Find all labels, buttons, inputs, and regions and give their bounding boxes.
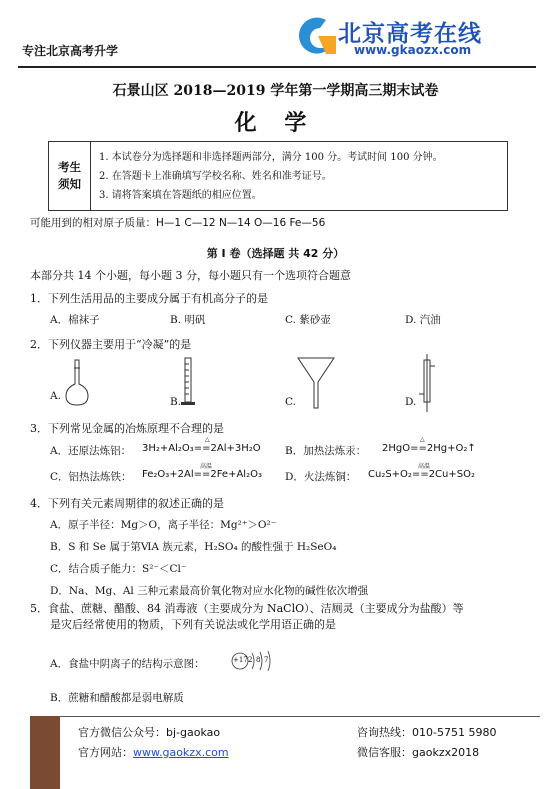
candidate-notice-box	[48, 141, 508, 211]
atomic-masses: 可能用到的相对原子质量：H—1 C—12 N—14 O—16 Fe—56	[30, 217, 326, 229]
volumetric-flask-icon	[62, 358, 92, 408]
shell-3-electrons: 7	[264, 656, 269, 664]
graduated-cylinder-icon	[180, 356, 196, 408]
q3-d-condition: 高温	[418, 463, 431, 470]
q2-option-b: B.	[170, 396, 182, 408]
question-5-stem: 5．食盐、蔗糖、醋酸、84 消毒液（主要成分为 NaClO）、洁厕灵（主要成分为盐酸）等	[30, 602, 464, 615]
notice-item: 2. 在答题卡上准确填写学校名称、姓名和准考证号。	[99, 171, 332, 182]
footer-site-label: 官方网站：	[78, 746, 133, 759]
q3-option-a-label: A．还原法炼铝：	[50, 445, 132, 457]
footer-accent-bar	[30, 716, 60, 789]
logo-mark-icon	[296, 14, 338, 60]
footer-divider	[30, 716, 540, 717]
q3-c-condition: 高温	[200, 463, 213, 470]
q3-option-b-equation: 2HgO==2Hg+O₂↑	[382, 443, 476, 454]
q5-option-b: B．蔗糖和醋酸都是弱电解质	[50, 692, 184, 704]
q3-option-c-label: C．铝热法炼铁：	[50, 471, 132, 483]
q3-a-condition: △	[205, 436, 210, 443]
q3-option-c-equation: Fe₂O₃+2Al==2Fe+Al₂O₃	[142, 469, 262, 480]
q1-option-d: D. 汽油	[405, 314, 441, 326]
q4-option-b: B．S 和 Se 属于第ⅥA 族元素，H₂SO₄ 的酸性强于 H₂SeO₄	[50, 541, 337, 553]
q2-option-c: C.	[285, 396, 296, 408]
question-3-stem: 3．下列常见金属的冶炼原理不合理的是	[30, 422, 224, 435]
nucleus-charge: +17	[233, 656, 248, 664]
shell-2-electrons: 8	[256, 656, 261, 664]
q3-option-d-equation: Cu₂S+O₂==2Cu+SO₂	[368, 469, 475, 480]
q2-option-d: D.	[405, 396, 417, 408]
condenser-icon	[418, 354, 436, 412]
q1-option-c: C. 紫砂壶	[285, 314, 331, 326]
q3-option-a-equation: 3H₂+Al₂O₃==2Al+3H₂O	[142, 443, 261, 454]
question-1-stem: 1．下列生活用品的主要成分属于有机高分子的是	[30, 292, 268, 305]
shell-1-electrons: 2	[248, 656, 253, 664]
logo-url: www.gkaozx.com	[354, 43, 472, 57]
footer-service: 微信客服：gaokzx2018	[357, 746, 480, 759]
q3-b-condition: △	[420, 436, 425, 443]
notice-label: 考生须知	[49, 142, 91, 210]
notice-item: 3. 请将答案填在答题纸的相应位置。	[99, 190, 262, 201]
header-divider	[18, 66, 536, 68]
subject-title: 化 学	[234, 110, 317, 136]
part1-intro: 本部分共 14 个小题，每小题 3 分，每小题只有一个选项符合题意	[30, 269, 351, 282]
q4-option-c: C．结合质子能力：S²⁻＜Cl⁻	[50, 563, 187, 575]
footer-wechat: 官方微信公众号：bj-gaokao	[78, 726, 221, 739]
notice-items	[99, 148, 443, 205]
q1-option-b: B. 明矾	[170, 314, 206, 326]
q2-option-a: A.	[50, 390, 61, 402]
footer-hotline: 咨询热线：010-5751 5980	[357, 726, 497, 739]
exam-title: 石景山区 2018—2019 学年第一学期高三期末试卷	[112, 83, 439, 99]
footer-site-link[interactable]: www.gaokzx.com	[133, 746, 229, 759]
question-2-stem: 2．下列仪器主要用于“冷凝”的是	[30, 338, 192, 351]
q4-option-a: A．原子半径：Mg＞O，离子半径：Mg²⁺＞O²⁻	[50, 519, 277, 531]
q3-option-b-label: B．加热法炼汞：	[285, 445, 367, 457]
part1-title: 第 I 卷（选择题 共 42 分）	[206, 247, 345, 260]
header-tagline: 专注北京高考升学	[22, 44, 119, 58]
footer-site	[78, 744, 229, 760]
q4-option-d: D．Na、Mg、Al 三种元素最高价氧化物对应水化物的碱性依次增强	[50, 585, 369, 597]
q5-option-a: A．食盐中阴离子的结构示意图：	[50, 658, 205, 670]
question-5-stem-cont: 是灾后经常使用的物质，下列有关说法或化学用语正确的是	[50, 618, 336, 631]
funnel-icon	[296, 356, 336, 410]
question-4-stem: 4．下列有关元素周期律的叙述正确的是	[30, 497, 224, 510]
chloride-ion-structure-diagram	[230, 650, 276, 672]
notice-item: 1. 本试卷分为选择题和非选择题两部分，满分 100 分。考试时间 100 分钟。	[99, 152, 443, 163]
logo-name: 北京高考在线	[338, 21, 482, 47]
q3-option-d-label: D．火法炼铜：	[285, 471, 357, 483]
q1-option-a: A．棉袜子	[50, 314, 100, 326]
